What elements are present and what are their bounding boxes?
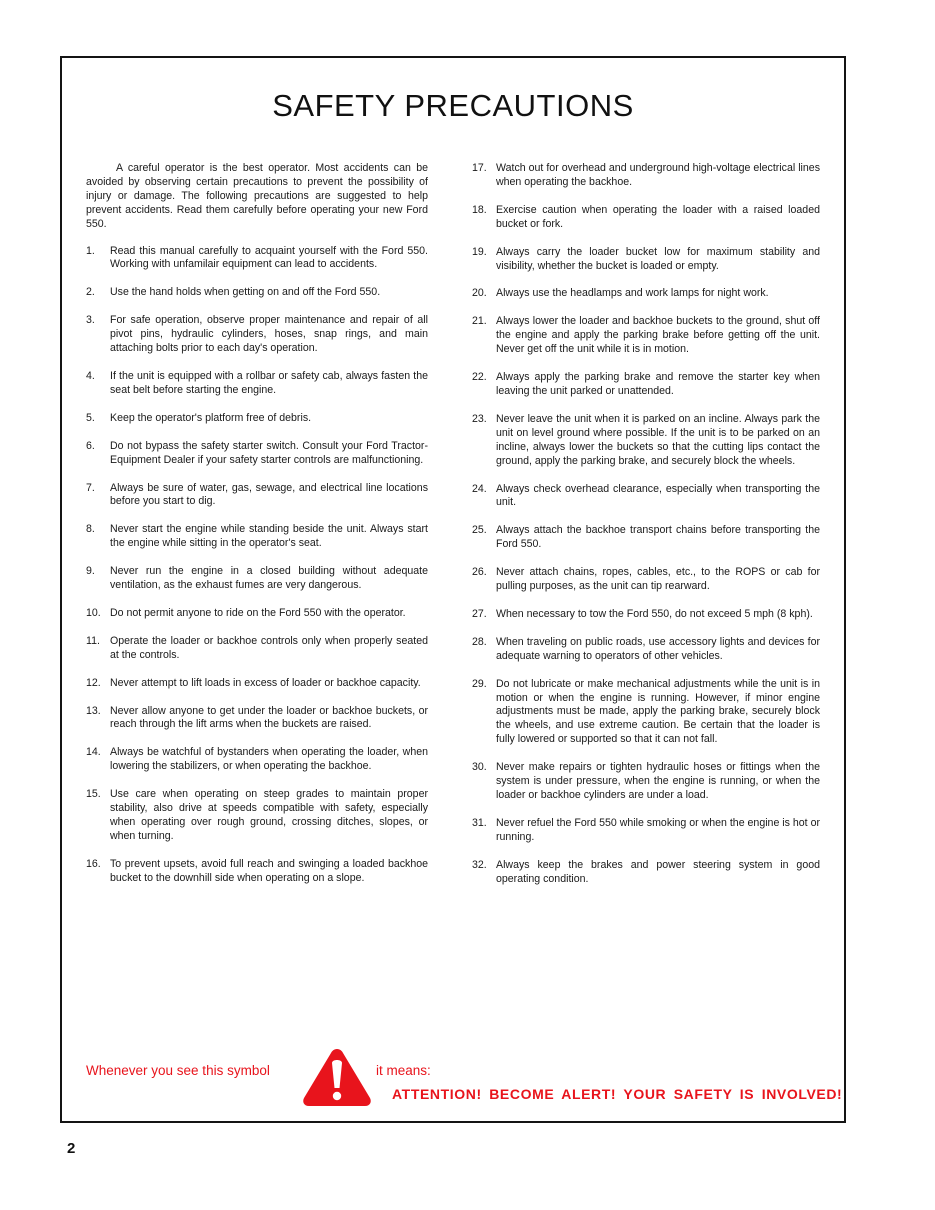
item-text: Never allow anyone to get under the loader or backhoe buckets, or reach through the lift arms when the buckets are raised. — [110, 704, 428, 731]
precaution-item — [86, 440, 428, 468]
precaution-item — [86, 565, 428, 593]
item-number: 3. — [86, 314, 95, 327]
item-number: 30. — [472, 761, 487, 774]
item-text: Do not permit anyone to ride on the Ford 550 with the operator. — [110, 606, 406, 619]
item-number: 25. — [472, 524, 487, 537]
item-text: Always keep the brakes and power steering system in good operating condition. — [496, 858, 820, 885]
precaution-item — [86, 635, 428, 663]
item-text: Always check overhead clearance, especially when transporting the unit. — [496, 482, 820, 509]
precaution-item — [86, 705, 428, 733]
item-number: 11. — [86, 634, 100, 647]
item-text: Never make repairs or tighten hydraulic hoses or fittings when the system is under pressure, when the engine is running, or when the loader or backhoe cylinders are under a load. — [496, 761, 820, 801]
item-number: 9. — [86, 565, 95, 578]
precaution-item — [86, 286, 428, 300]
item-number: 32. — [472, 858, 487, 871]
precaution-item — [472, 678, 820, 748]
item-text: To prevent upsets, avoid full reach and swinging a loaded backhoe bucket to the downhill side when operating on a slope. — [110, 857, 428, 884]
item-text: Never run the engine in a closed building without adequate ventilation, as the exhaust fumes are very dangerous. — [110, 565, 428, 592]
precaution-item — [472, 817, 820, 845]
item-number: 29. — [472, 677, 487, 690]
item-number: 18. — [472, 203, 487, 216]
item-number: 26. — [472, 566, 487, 579]
precaution-item — [86, 245, 428, 273]
item-number: 7. — [86, 481, 95, 494]
item-text: Always carry the loader bucket low for maximum stability and visibility, whether the bucket is loaded or empty. — [496, 245, 820, 272]
item-text: Never refuel the Ford 550 while smoking or when the engine is hot or running. — [496, 816, 820, 843]
page-title: SAFETY PRECAUTIONS — [272, 88, 634, 123]
item-number: 17. — [472, 162, 487, 174]
item-text: Keep the operator's platform free of debris. — [110, 411, 312, 424]
item-text: Always attach the backhoe transport chains before transporting the Ford 550. — [496, 524, 820, 551]
precaution-item — [472, 162, 820, 190]
item-number: 15. — [86, 788, 101, 801]
symbol-caption: Whenever you see this symbol — [86, 1063, 270, 1078]
item-number: 16. — [86, 857, 101, 870]
precaution-item — [86, 607, 428, 621]
item-text: For safe operation, observe proper maintenance and repair of all pivot pins, hydraulic cylinders, hoses, snap rings, and main attaching bolts prior to each day's operation. — [110, 314, 428, 355]
symbol-means: it means: — [376, 1063, 431, 1078]
item-text: Never attach chains, ropes, cables, etc., to the ROPS or cab for pulling purposes, as the unit can tip rearward. — [496, 566, 820, 593]
warning-triangle-icon — [300, 1046, 374, 1108]
item-text: Always lower the loader and backhoe buckets to the ground, shut off the engine and apply the parking brake before getting off the unit. Never get off the unit while it is in motion. — [496, 315, 820, 356]
precaution-item — [86, 412, 428, 426]
safety-alert-text: ATTENTION! BECOME ALERT! YOUR SAFETY IS INVOLVED! — [392, 1086, 843, 1102]
precaution-item — [472, 246, 820, 274]
precaution-item — [472, 566, 820, 594]
precaution-item — [86, 788, 428, 844]
item-number: 1. — [86, 244, 95, 257]
precaution-item — [472, 761, 820, 803]
item-text: Never leave the unit when it is parked on an incline. Always park the unit on level ground where possible. If the unit is to be parked on an incline, always lower the buckets so that the cutting lips contact the ground, apply the parking brake, and securely block the wheels. — [496, 412, 820, 467]
precaution-item — [472, 315, 820, 357]
item-text: Use the hand holds when getting on and off the Ford 550. — [110, 286, 381, 299]
item-text: When necessary to tow the Ford 550, do not exceed 5 mph (8 kph). — [496, 607, 813, 620]
intro-paragraph: A careful operator is the best operator. Most accidents can be avoided by observing certain precautions to prevent the possibility of injury or damage. The following precautions are suggested to help prevent accidents. Read them carefully before operating your new Ford 550. — [86, 162, 428, 230]
item-number: 5. — [86, 411, 95, 424]
item-number: 21. — [472, 315, 487, 328]
precaution-item — [86, 677, 428, 691]
item-number: 24. — [472, 482, 487, 495]
item-text: Do not bypass the safety starter switch. Consult your Ford Tractor-Equipment Dealer if your safety starter controls are malfunctioning. — [110, 439, 428, 466]
page-frame — [60, 56, 846, 1123]
item-text: Watch out for overhead and underground high-voltage electrical lines when operating the backhoe. — [496, 162, 820, 188]
item-number: 4. — [86, 369, 95, 382]
item-number: 13. — [86, 704, 101, 717]
item-number: 31. — [472, 816, 487, 829]
item-text: Use care when operating on steep grades to maintain proper stability, also drive at speeds compatible with safety, especially when operating over rough ground, crossing ditches, slopes, or when turning. — [110, 788, 428, 842]
item-number: 14. — [86, 746, 101, 759]
precaution-item — [472, 608, 820, 622]
item-text: Read this manual carefully to acquaint yourself with the Ford 550. Working with unfamilair equipment can lead to accidents. — [110, 244, 428, 271]
item-text: Always be sure of water, gas, sewage, and electrical line locations before you start to dig. — [110, 481, 428, 508]
precautions-list-right — [472, 162, 820, 887]
item-number: 8. — [86, 523, 95, 536]
page-number: 2 — [67, 1140, 76, 1157]
item-number: 2. — [86, 286, 95, 299]
precaution-item — [472, 483, 820, 511]
item-number: 23. — [472, 412, 487, 425]
precaution-item — [86, 370, 428, 398]
item-number: 6. — [86, 439, 95, 452]
item-text: If the unit is equipped with a rollbar or safety cab, always fasten the seat belt before starting the engine. — [110, 369, 428, 396]
item-number: 20. — [472, 287, 487, 300]
item-text: Operate the loader or backhoe controls only when properly seated at the controls. — [110, 634, 428, 661]
precaution-item — [472, 859, 820, 887]
precaution-item — [472, 413, 820, 469]
item-text: Never attempt to lift loads in excess of loader or backhoe capacity. — [110, 676, 421, 689]
precaution-item — [472, 371, 820, 399]
precaution-item — [472, 204, 820, 232]
precaution-item — [472, 636, 820, 664]
item-number: 28. — [472, 635, 487, 648]
item-number: 27. — [472, 607, 487, 620]
precautions-list-left — [86, 245, 428, 886]
item-text: Always use the headlamps and work lamps for night work. — [496, 287, 769, 300]
precaution-item — [86, 482, 428, 510]
item-text: Do not lubricate or make mechanical adjustments while the unit is in motion or when the engine is running. However, if minor engine adjustments must be made, apply the parking brake, securely block the wheels, and use extreme caution. Be certain that the loader is fully lowered or supported so that it can not fall. — [496, 677, 820, 746]
item-text: Never start the engine while standing beside the unit. Always start the engine while sitting in the operator's seat. — [110, 523, 428, 550]
item-text: Always be watchful of bystanders when operating the loader, when lowering the stabilizers, or when operating the backhoe. — [110, 746, 428, 773]
precaution-item — [86, 746, 428, 774]
precaution-item — [472, 524, 820, 552]
item-number: 12. — [86, 676, 101, 689]
item-number: 22. — [472, 371, 487, 384]
item-number: 10. — [86, 606, 101, 619]
item-text: When traveling on public roads, use accessory lights and devices for adequate warning to operators of other vehicles. — [496, 635, 820, 662]
item-text: Exercise caution when operating the loader with a raised loaded bucket or fork. — [496, 203, 820, 230]
precaution-item — [86, 314, 428, 356]
item-text: Always apply the parking brake and remove the starter key when leaving the unit parked or unattended. — [496, 371, 820, 397]
right-column — [472, 162, 820, 901]
left-column — [86, 162, 428, 900]
item-number: 19. — [472, 245, 487, 258]
precaution-item — [86, 858, 428, 886]
precaution-item — [472, 287, 820, 301]
precaution-item — [86, 523, 428, 551]
